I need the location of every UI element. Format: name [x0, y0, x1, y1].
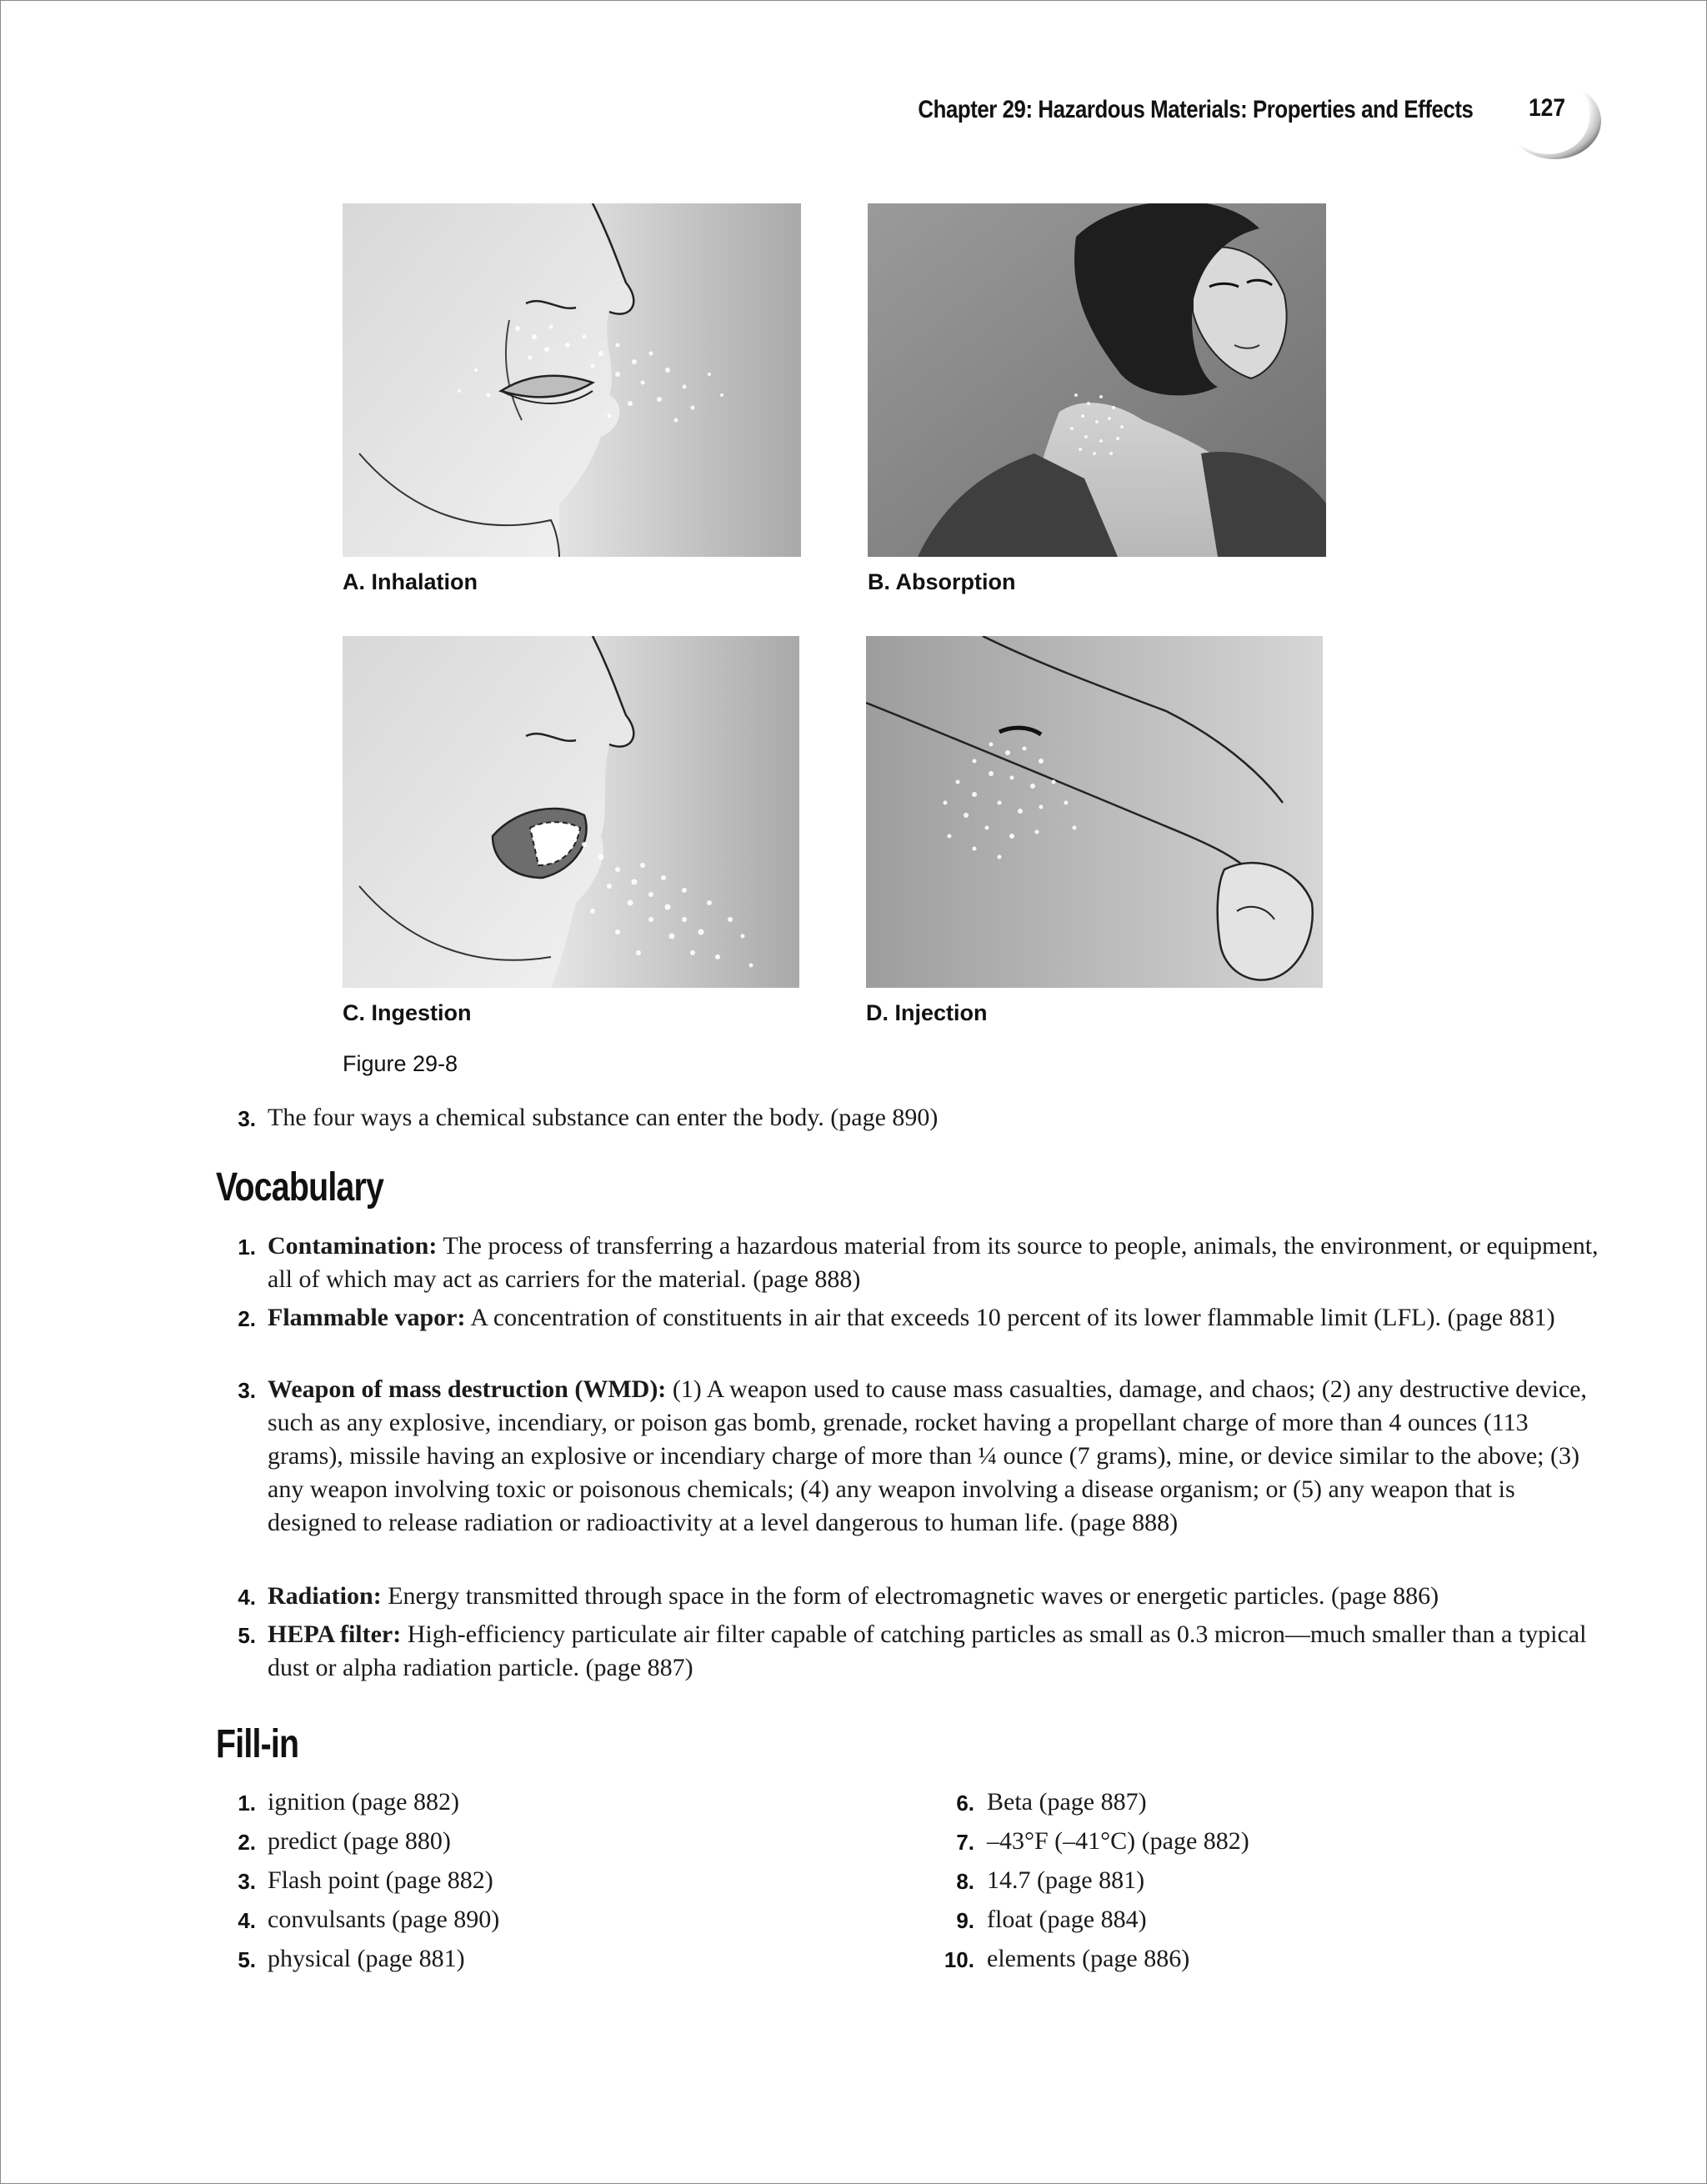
fillin-heading: Fill-in — [216, 1722, 299, 1766]
question-text: The four ways a chemical substance can enter the body. (page 890) — [268, 1104, 939, 1131]
fillin-number: 8. — [956, 1869, 974, 1894]
fillin-answer: Beta (page 887) — [987, 1788, 1147, 1816]
figure-panel-inhalation — [343, 203, 801, 557]
panel-caption-injection: D. Injection — [866, 1000, 988, 1025]
fillin-answer: –43°F (–41°C) (page 882) — [987, 1827, 1249, 1855]
vocab-definition: Energy transmitted through space in the form of electromagnetic waves or energetic particles. (page 886) — [381, 1582, 1439, 1610]
page-number: 127 — [1528, 94, 1566, 122]
fillin-number: 5. — [238, 1947, 256, 1972]
vocab-item-radiation — [268, 1580, 1601, 1613]
fillin-number: 2. — [238, 1830, 256, 1855]
fillin-number: 3. — [238, 1869, 256, 1894]
vocab-term: Flammable vapor: — [268, 1304, 466, 1331]
vocab-number: 2. — [238, 1306, 256, 1331]
question-number: 3. — [238, 1106, 256, 1131]
vocab-term: Weapon of mass destruction (WMD): — [268, 1375, 667, 1403]
figure-label: Figure 29-8 — [343, 1051, 458, 1076]
vocab-number: 1. — [238, 1235, 256, 1260]
fillin-number: 1. — [238, 1791, 256, 1816]
vocab-term: Radiation: — [268, 1582, 382, 1610]
vocab-definition: High-efficiency particulate air filter capable of catching particles as small as 0.3 micron—much smaller than a typical dust or alpha radiation particle. (page 887) — [268, 1620, 1587, 1681]
fillin-number: 10. — [944, 1947, 974, 1972]
fillin-number: 7. — [956, 1830, 974, 1855]
chapter-header: Chapter 29: Hazardous Materials: Properties and Effects — [918, 96, 1473, 123]
panel-caption-inhalation: A. Inhalation — [343, 569, 478, 594]
vocab-number: 3. — [238, 1378, 256, 1403]
fillin-answer: predict (page 880) — [268, 1827, 451, 1855]
vocab-item-flammable-vapor — [268, 1301, 1601, 1335]
vocab-number: 5. — [238, 1623, 256, 1648]
fillin-answer: float (page 884) — [987, 1906, 1147, 1933]
fillin-number: 9. — [956, 1908, 974, 1933]
vocab-term: Contamination: — [268, 1232, 438, 1260]
vocabulary-heading: Vocabulary — [216, 1165, 384, 1210]
fillin-number: 6. — [956, 1791, 974, 1816]
figure-panel-ingestion — [343, 636, 799, 988]
fillin-answer: Flash point (page 882) — [268, 1866, 493, 1894]
figure-panel-injection — [866, 636, 1323, 988]
fillin-answer: convulsants (page 890) — [268, 1906, 500, 1933]
fillin-number: 4. — [238, 1908, 256, 1933]
panel-caption-absorption: B. Absorption — [868, 569, 1016, 594]
fillin-answer: ignition (page 882) — [268, 1788, 459, 1816]
vocab-term: HEPA filter: — [268, 1620, 402, 1648]
vocab-definition: (1) A weapon used to cause mass casualties, damage, and chaos; (2) any destructive device, such as any explosive, incendiary, or poison gas bomb, grenade, rocket having a propellant charge of more than 4 ounces (113 grams), missile having an explosive or incendiary charge of more than ¼ ounce (7 grams), mine, or device similar to the above; (3) any weapon involving toxic or poisonous chemicals; (4) any weapon involving a disease organism; or (5) any weapon that is designed to release radiation or radioactivity at a level dangerous to human life. (page 888) — [268, 1375, 1587, 1536]
vocab-item-hepa-filter — [268, 1618, 1601, 1685]
vocab-item-contamination — [268, 1230, 1601, 1296]
fillin-answer: physical (page 881) — [268, 1945, 465, 1972]
vocab-item-wmd — [268, 1373, 1601, 1540]
figure-panel-absorption — [868, 203, 1326, 557]
vocab-number: 4. — [238, 1585, 256, 1610]
fillin-answer: 14.7 (page 881) — [987, 1866, 1145, 1894]
vocab-definition: A concentration of constituents in air that exceeds 10 percent of its lower flammable limit (LFL). (page 881) — [465, 1304, 1555, 1331]
vocab-definition: The process of transferring a hazardous material from its source to people, animals, the environment, or equipment, all of which may act as carriers for the material. (page 888) — [268, 1232, 1599, 1293]
panel-caption-ingestion: C. Ingestion — [343, 1000, 472, 1025]
fillin-answer: elements (page 886) — [987, 1945, 1190, 1972]
